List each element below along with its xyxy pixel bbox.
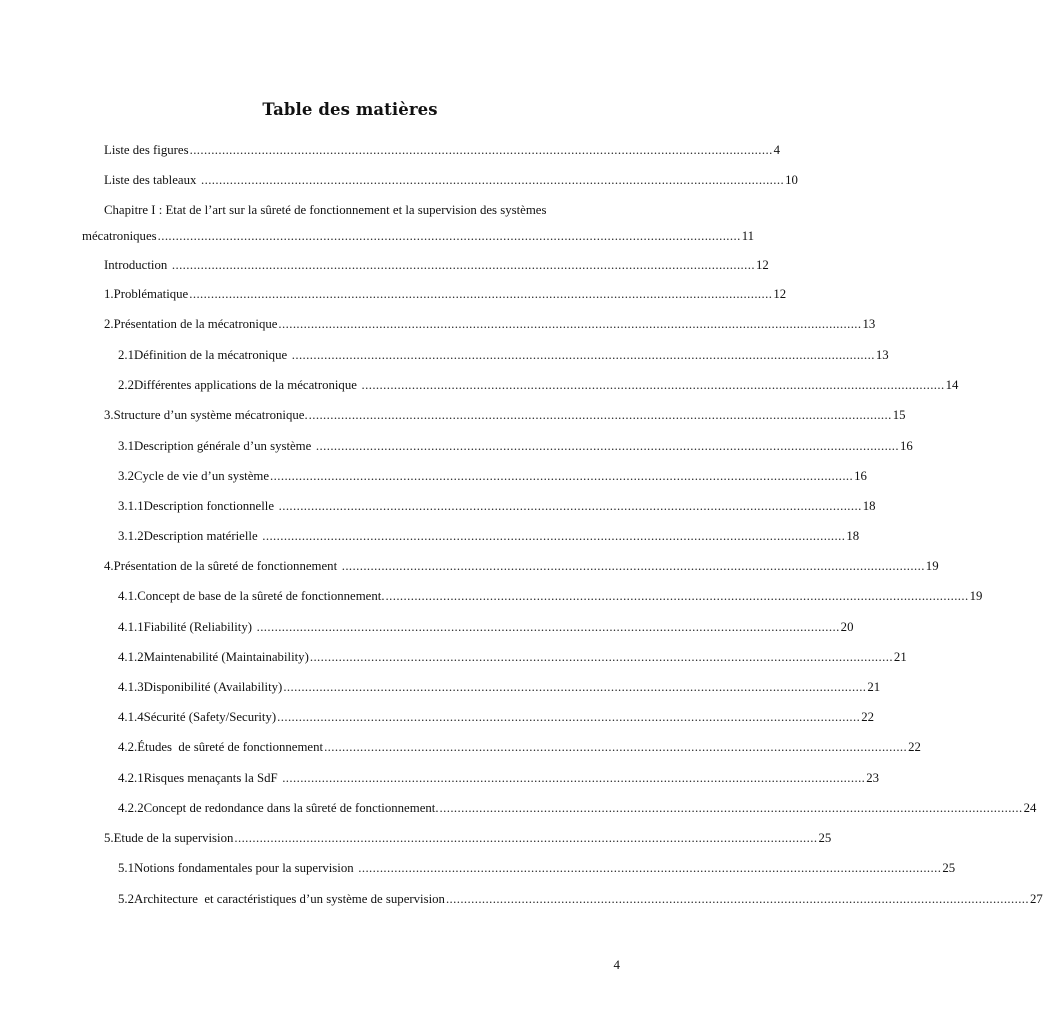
toc-entry-label: Études de sûreté de fonctionnement <box>137 740 324 754</box>
toc-entry-number: 4.1. <box>118 589 138 603</box>
toc-entry-number: 5. <box>104 831 114 845</box>
dot-leader: .................................................................................................................................................................. <box>283 680 867 694</box>
dot-leader: .................................................................................................................................................................. <box>278 317 862 331</box>
dot-leader: .................................................................................................................................................................. <box>385 589 969 603</box>
toc-entry-page: 10 <box>785 173 798 187</box>
toc-entry-label: Cycle de vie d’un système <box>134 469 270 483</box>
toc-entry-number: 4. <box>104 559 114 573</box>
toc-entry-label: Liste des figures <box>104 143 189 157</box>
toc-entry-label: Concept de base de la sûreté de fonctionnement. <box>137 589 385 603</box>
toc-entry-number: 4.1.3 <box>118 680 144 694</box>
toc-entry-label: Présentation de la mécatronique <box>113 317 278 331</box>
toc-entry-page: 14 <box>945 378 959 392</box>
dot-leader: .................................................................................................................................................................. <box>275 499 862 513</box>
dot-leader: .................................................................................................................................................................. <box>189 143 773 157</box>
toc-entry-label: Risques menaçants la SdF <box>143 771 278 785</box>
dot-leader: .................................................................................................................................................................. <box>324 740 908 754</box>
toc-entry-number: 2.1 <box>118 348 134 362</box>
toc-entry-page: 24 <box>1023 801 1037 815</box>
toc-entry-page: 25 <box>818 831 832 845</box>
toc-entry-number: 4.1.1 <box>118 620 144 634</box>
toc-entry-page: 18 <box>846 529 860 543</box>
toc-entry[interactable] <box>118 498 876 514</box>
toc-entry[interactable] <box>118 891 1043 907</box>
toc-entry-number: 4.1.4 <box>118 710 144 724</box>
toc-entry-page: 18 <box>862 499 876 513</box>
dot-leader: .................................................................................................................................................................. <box>277 710 861 724</box>
toc-entry-page: 19 <box>925 559 939 573</box>
toc-entry-label: Problématique <box>113 287 189 301</box>
toc-entry-number: 5.1 <box>118 861 134 875</box>
toc-entry-label: Concept de redondance dans la sûreté de fonctionnement. <box>143 801 439 815</box>
toc-entry-label: Définition de la mécatronique <box>134 348 288 362</box>
dot-leader: .................................................................................................................................................................. <box>439 801 1023 815</box>
dot-leader: .................................................................................................................................................................. <box>309 650 893 664</box>
toc-entry-label: Sécurité (Safety/Security) <box>143 710 277 724</box>
toc-entry-label: Notions fondamentales pour la supervision <box>134 861 354 875</box>
toc-entry-page: 27 <box>1030 892 1043 906</box>
dot-leader: .................................................................................................................................................................. <box>157 229 741 243</box>
toc-entry[interactable] <box>118 649 907 665</box>
toc-entry-label: Etude de la supervision <box>113 831 234 845</box>
toc-entry[interactable] <box>118 770 880 786</box>
toc-entry-page: 25 <box>942 861 956 875</box>
toc-entry-page: 13 <box>862 317 876 331</box>
toc-entry-page: 23 <box>866 771 880 785</box>
dot-leader: .................................................................................................................................................................. <box>445 892 1030 906</box>
toc-entry[interactable] <box>118 528 860 544</box>
dot-leader: .................................................................................................................................................................. <box>270 469 854 483</box>
toc-entry-label: Description générale d’un système <box>134 439 312 453</box>
dot-leader: .................................................................................................................................................................. <box>312 439 899 453</box>
toc-entry-page: 22 <box>908 740 921 754</box>
toc-entry-number: 4.2.2 <box>118 801 144 815</box>
dot-leader: .................................................................................................................................................................. <box>168 258 755 272</box>
toc-entry-label: Disponibilité (Availability) <box>143 680 283 694</box>
toc-entry-page: 16 <box>854 469 867 483</box>
toc-entry[interactable] <box>104 257 769 273</box>
toc-entry[interactable] <box>104 142 781 158</box>
toc-entry-number: 4.2. <box>118 740 138 754</box>
toc-entry-number: 1. <box>104 287 114 301</box>
toc-entry[interactable] <box>118 588 983 604</box>
page-title: Table des matières <box>262 100 438 119</box>
toc-entry[interactable] <box>118 709 875 725</box>
toc-entry[interactable] <box>118 438 913 454</box>
toc-entry[interactable] <box>118 347 889 363</box>
toc-entry[interactable] <box>104 558 939 574</box>
toc-entry-page: 12 <box>755 258 769 272</box>
toc-entry-page: 22 <box>861 710 875 724</box>
toc-entry[interactable] <box>118 800 1037 816</box>
toc-entry[interactable] <box>118 739 921 755</box>
toc-entry[interactable] <box>118 468 867 484</box>
toc-entry-page: 16 <box>900 439 913 453</box>
toc-entry[interactable] <box>104 407 906 423</box>
toc-entry[interactable] <box>104 172 798 188</box>
toc-entry-label: Maintenabilité (Maintainability) <box>143 650 309 664</box>
toc-entry-number: 5.2 <box>118 892 134 906</box>
dot-leader: .................................................................................................................................................................. <box>357 378 945 392</box>
toc-entry-number: 3. <box>104 408 114 422</box>
dot-leader: .................................................................................................................................................................. <box>258 529 846 543</box>
toc-entry-page: 12 <box>773 287 787 301</box>
toc-entry[interactable] <box>118 377 959 393</box>
dot-leader: .................................................................................................................................................................. <box>189 287 773 301</box>
dot-leader: .................................................................................................................................................................. <box>234 831 818 845</box>
toc-entry-page: 19 <box>969 589 983 603</box>
toc-entry[interactable] <box>82 228 755 244</box>
toc-entry-label[interactable]: Chapitre I : Etat de l’art sur la sûreté de fonctionnement et la supervision des systèmes <box>104 203 547 217</box>
toc-entry-label: Introduction <box>104 258 168 272</box>
toc-entry[interactable] <box>118 619 854 635</box>
toc-entry-page: 21 <box>893 650 907 664</box>
toc-entry-page: 11 <box>741 229 755 243</box>
dot-leader: .................................................................................................................................................................. <box>354 861 942 875</box>
dot-leader: .................................................................................................................................................................. <box>288 348 875 362</box>
toc-entry-label: Différentes applications de la mécatronique <box>134 378 357 392</box>
toc-entry-number: 2.2 <box>118 378 134 392</box>
toc-entry-page: 13 <box>875 348 889 362</box>
toc-entry-number: 3.2 <box>118 469 134 483</box>
toc-entry-label: Architecture et caractéristiques d’un système de supervision <box>134 892 445 906</box>
page-number: 4 <box>613 957 620 972</box>
toc-entry-label: Présentation de la sûreté de fonctionnement <box>113 559 338 573</box>
dot-leader: .................................................................................................................................................................. <box>338 559 925 573</box>
toc-entry[interactable] <box>118 679 881 695</box>
toc-entry[interactable] <box>104 286 787 302</box>
toc-entry-page: 15 <box>892 408 906 422</box>
toc-entry-page: 4 <box>773 143 781 157</box>
toc-entry-number: 2. <box>104 317 114 331</box>
dot-leader: .................................................................................................................................................................. <box>278 771 866 785</box>
toc-entry-number: 4.1.2 <box>118 650 144 664</box>
toc-entry-number: 3.1.1 <box>118 499 144 513</box>
toc-entry-label: Fiabilité (Reliability) <box>143 620 252 634</box>
dot-leader: .................................................................................................................................................................. <box>253 620 840 634</box>
dot-leader: .................................................................................................................................................................. <box>197 173 785 187</box>
toc-entry[interactable] <box>104 830 832 846</box>
toc-entry-label: Structure d’un système mécatronique. <box>113 408 308 422</box>
toc-entry-page: 21 <box>867 680 881 694</box>
toc-entry-number: 3.1 <box>118 439 134 453</box>
toc-entry-label: Description fonctionnelle <box>143 499 275 513</box>
dot-leader: .................................................................................................................................................................. <box>308 408 892 422</box>
toc-entry[interactable] <box>118 860 956 876</box>
toc-entry-label: mécatroniques <box>82 229 157 243</box>
toc-entry[interactable] <box>104 316 876 332</box>
toc-entry-number: 4.2.1 <box>118 771 144 785</box>
toc-entry-page: 20 <box>840 620 854 634</box>
toc-entry-number: 3.1.2 <box>118 529 144 543</box>
toc-entry-label: Description matérielle <box>143 529 258 543</box>
toc-entry-label: Liste des tableaux <box>104 173 197 187</box>
